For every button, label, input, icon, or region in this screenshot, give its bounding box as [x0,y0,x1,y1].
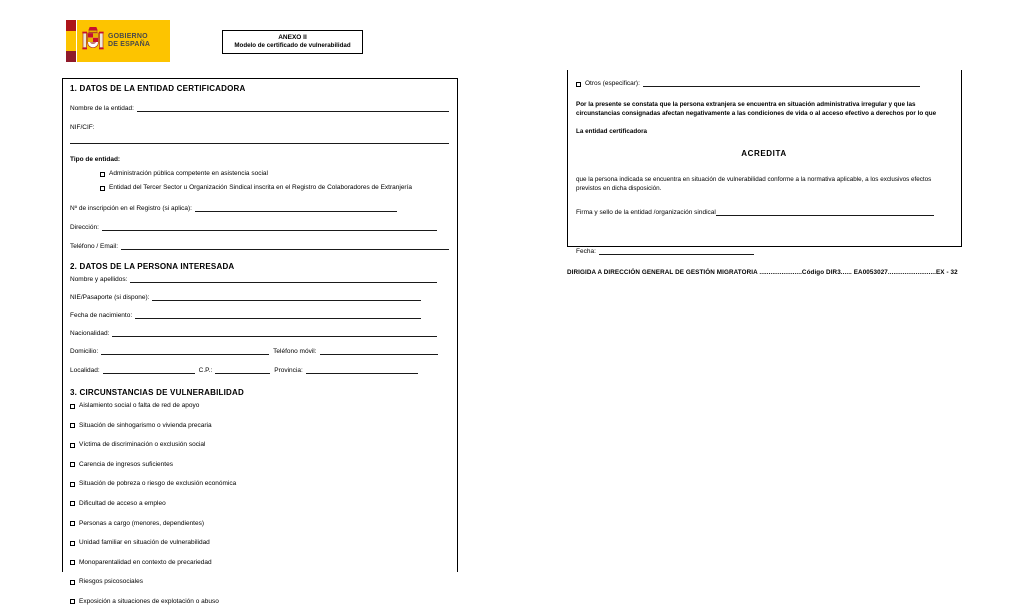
checkbox-label: Víctima de discriminación o exclusión social [79,441,206,449]
field-fecha-nacimiento [70,312,449,320]
checkbox-sinhogarismo[interactable] [70,422,449,430]
field-otros-line[interactable] [643,86,920,87]
field-nombre-entidad [70,105,449,113]
spain-coat-of-arms-icon [81,25,105,58]
checkbox-monoparentalidad[interactable] [70,559,449,567]
field-domicilio-line[interactable] [101,354,269,355]
field-firma-label: Firma y sello de la entidad /organización sindical [576,209,716,216]
field-movil-line[interactable] [320,354,438,355]
field-firma [576,209,952,217]
checkbox-label: Unidad familiar en situación de vulnerabilidad [79,539,210,547]
checkbox-icon[interactable] [70,599,75,604]
field-otros-label: Otros (especificar): [585,80,640,87]
form-page-1 [62,78,458,605]
checkbox-carencia-ingresos[interactable] [70,461,449,469]
annex-title: ANEXO II [278,34,307,41]
checkbox-riesgos-psicosociales[interactable] [70,578,449,586]
checkbox-icon[interactable] [70,501,75,506]
entity-certificadora-line: La entidad certificadora [576,128,648,135]
field-provincia-label: Provincia: [274,367,303,374]
field-telefono-email [70,243,449,251]
field-nif-label: NIF/CIF: [70,124,95,131]
logo-text-line1: GOBIERNO [108,33,148,40]
field-nombre-apellidos-label: Nombre y apellidos: [70,276,128,283]
checkbox-label: Situación de sinhogarismo o vivienda precaria [79,421,212,429]
footer-dirigida-line: DIRIGIDA A DIRECCIÓN GENERAL DE GESTIÓN MIGRATORIA .......................Código DIR3...... EA0053027..........................EX - 32 [567,269,958,276]
field-direccion-line[interactable] [102,230,437,231]
checkbox-icon[interactable] [70,580,75,585]
paragraph-acreditacion: que la persona indicada se encuentra en situación de vulnerabilidad conforme a la normativa aplicable, a los exclusivos efectos previstos en dicha disposición. [576,176,932,192]
field-localidad-cp-provincia [70,367,449,375]
field-nombre-entidad-label: Nombre de la entidad: [70,105,134,112]
checkbox-icon[interactable] [70,462,75,467]
checkbox-explotacion[interactable] [70,598,449,606]
checkbox-icon[interactable] [70,423,75,428]
checkbox-icon[interactable] [70,560,75,565]
field-domicilio-movil [70,348,449,356]
checkbox-empleo[interactable] [70,500,449,508]
field-fecha-nacimiento-label: Fecha de nacimiento: [70,312,133,319]
field-cp-line[interactable] [215,373,270,374]
checkbox-label: Monoparentalidad en contexto de precariedad [79,558,212,566]
checkbox-otros-icon[interactable] [576,82,581,87]
checkbox-icon[interactable] [70,482,75,487]
field-direccion [70,224,449,232]
checkbox-label: Carencia de ingresos suficientes [79,460,173,468]
checkbox-icon[interactable] [70,521,75,526]
field-firma-line[interactable] [716,215,934,216]
checkbox-icon[interactable] [70,404,75,409]
field-nombre-apellidos [70,276,449,284]
checkbox-icon[interactable] [70,541,75,546]
checkbox-label: Situación de pobreza o riesgo de exclusión económica [79,480,237,488]
checkbox-icon[interactable] [100,172,105,177]
checkbox-label: Dificultad de acceso a empleo [79,499,166,507]
section3-title: 3. CIRCUNSTANCIAS DE VULNERABILIDAD [70,388,244,397]
field-fecha-label: Fecha: [576,248,596,255]
annex-subtitle: Modelo de certificado de vulnerabilidad [234,42,351,49]
checkbox-discriminacion[interactable] [70,441,449,449]
checkbox-personas-cargo[interactable] [70,520,449,528]
field-otros [576,80,952,88]
field-localidad-label: Localidad: [70,367,100,374]
field-nacionalidad-line[interactable] [112,336,437,337]
logo-text-line2: DE ESPAÑA [108,41,151,48]
checkbox-label: Exposición a situaciones de explotación o abuso [79,597,219,605]
field-nie-line[interactable] [152,300,421,301]
field-nie-label: NIE/Pasaporte (si dispone): [70,294,150,301]
checkbox-label: Entidad del Tercer Sector u Organización Sindical inscrita en el Registro de Colaboradores de Extranjería [109,184,413,191]
field-registro-line[interactable] [195,211,397,212]
acredita-heading: ACREDITA [741,149,787,158]
field-domicilio-label: Domicilio: [70,348,99,355]
checkbox-label: Administración pública competente en asistencia social [109,170,268,177]
field-telefono-email-label: Teléfono / Email: [70,243,119,250]
annex-title-box [222,30,363,54]
checkbox-icon[interactable] [100,186,105,191]
checkbox-aislamiento[interactable] [70,402,449,410]
checkbox-label: Riesgos psicosociales [79,578,143,586]
checkbox-pobreza[interactable] [70,480,449,488]
form-page-2 [567,70,962,255]
field-direccion-label: Dirección: [70,224,99,231]
spain-flag-stripe [66,20,76,62]
checkbox-label: Aislamiento social o falta de red de apoyo [79,402,200,409]
field-fecha-nacimiento-line[interactable] [135,318,421,319]
checkbox-tipo-administracion[interactable] [100,170,449,178]
field-telefono-email-line[interactable] [121,249,449,250]
field-movil-label: Teléfono móvil: [273,348,317,355]
field-registro [70,205,449,213]
field-localidad-line[interactable] [103,373,195,374]
field-registro-label: Nº de inscripción en el Registro (si aplica): [70,205,192,212]
field-nombre-apellidos-line[interactable] [130,282,437,283]
checkbox-label: Personas a cargo (menores, dependientes) [79,519,205,527]
gobierno-espana-logo [66,20,170,62]
checkbox-tipo-tercer-sector[interactable] [100,184,449,192]
checkbox-unidad-familiar[interactable] [70,539,449,547]
field-nif-line[interactable] [70,143,449,144]
field-nif [70,124,449,132]
field-nacionalidad-label: Nacionalidad: [70,330,110,337]
field-nie [70,294,449,302]
field-fecha-line[interactable] [599,254,754,255]
section2-title: 2. DATOS DE LA PERSONA INTERESADA [70,262,235,271]
field-fecha [576,248,952,256]
field-provincia-line[interactable] [306,373,418,374]
tipo-entidad-heading: Tipo de entidad: [70,156,121,163]
checkbox-icon[interactable] [70,443,75,448]
field-nombre-entidad-line[interactable] [137,111,449,112]
field-nacionalidad [70,330,449,338]
section1-title: 1. DATOS DE LA ENTIDAD CERTIFICADORA [70,84,246,93]
field-cp-label: C.P.: [198,367,213,374]
paragraph-constata: Por la presente se constata que la persona extranjera se encuentra en situación administrativa irregular y que las circunstancias consignadas afectan negativamente a las condiciones de vida o al acceso efectivo a derechos por lo que [576,101,937,117]
